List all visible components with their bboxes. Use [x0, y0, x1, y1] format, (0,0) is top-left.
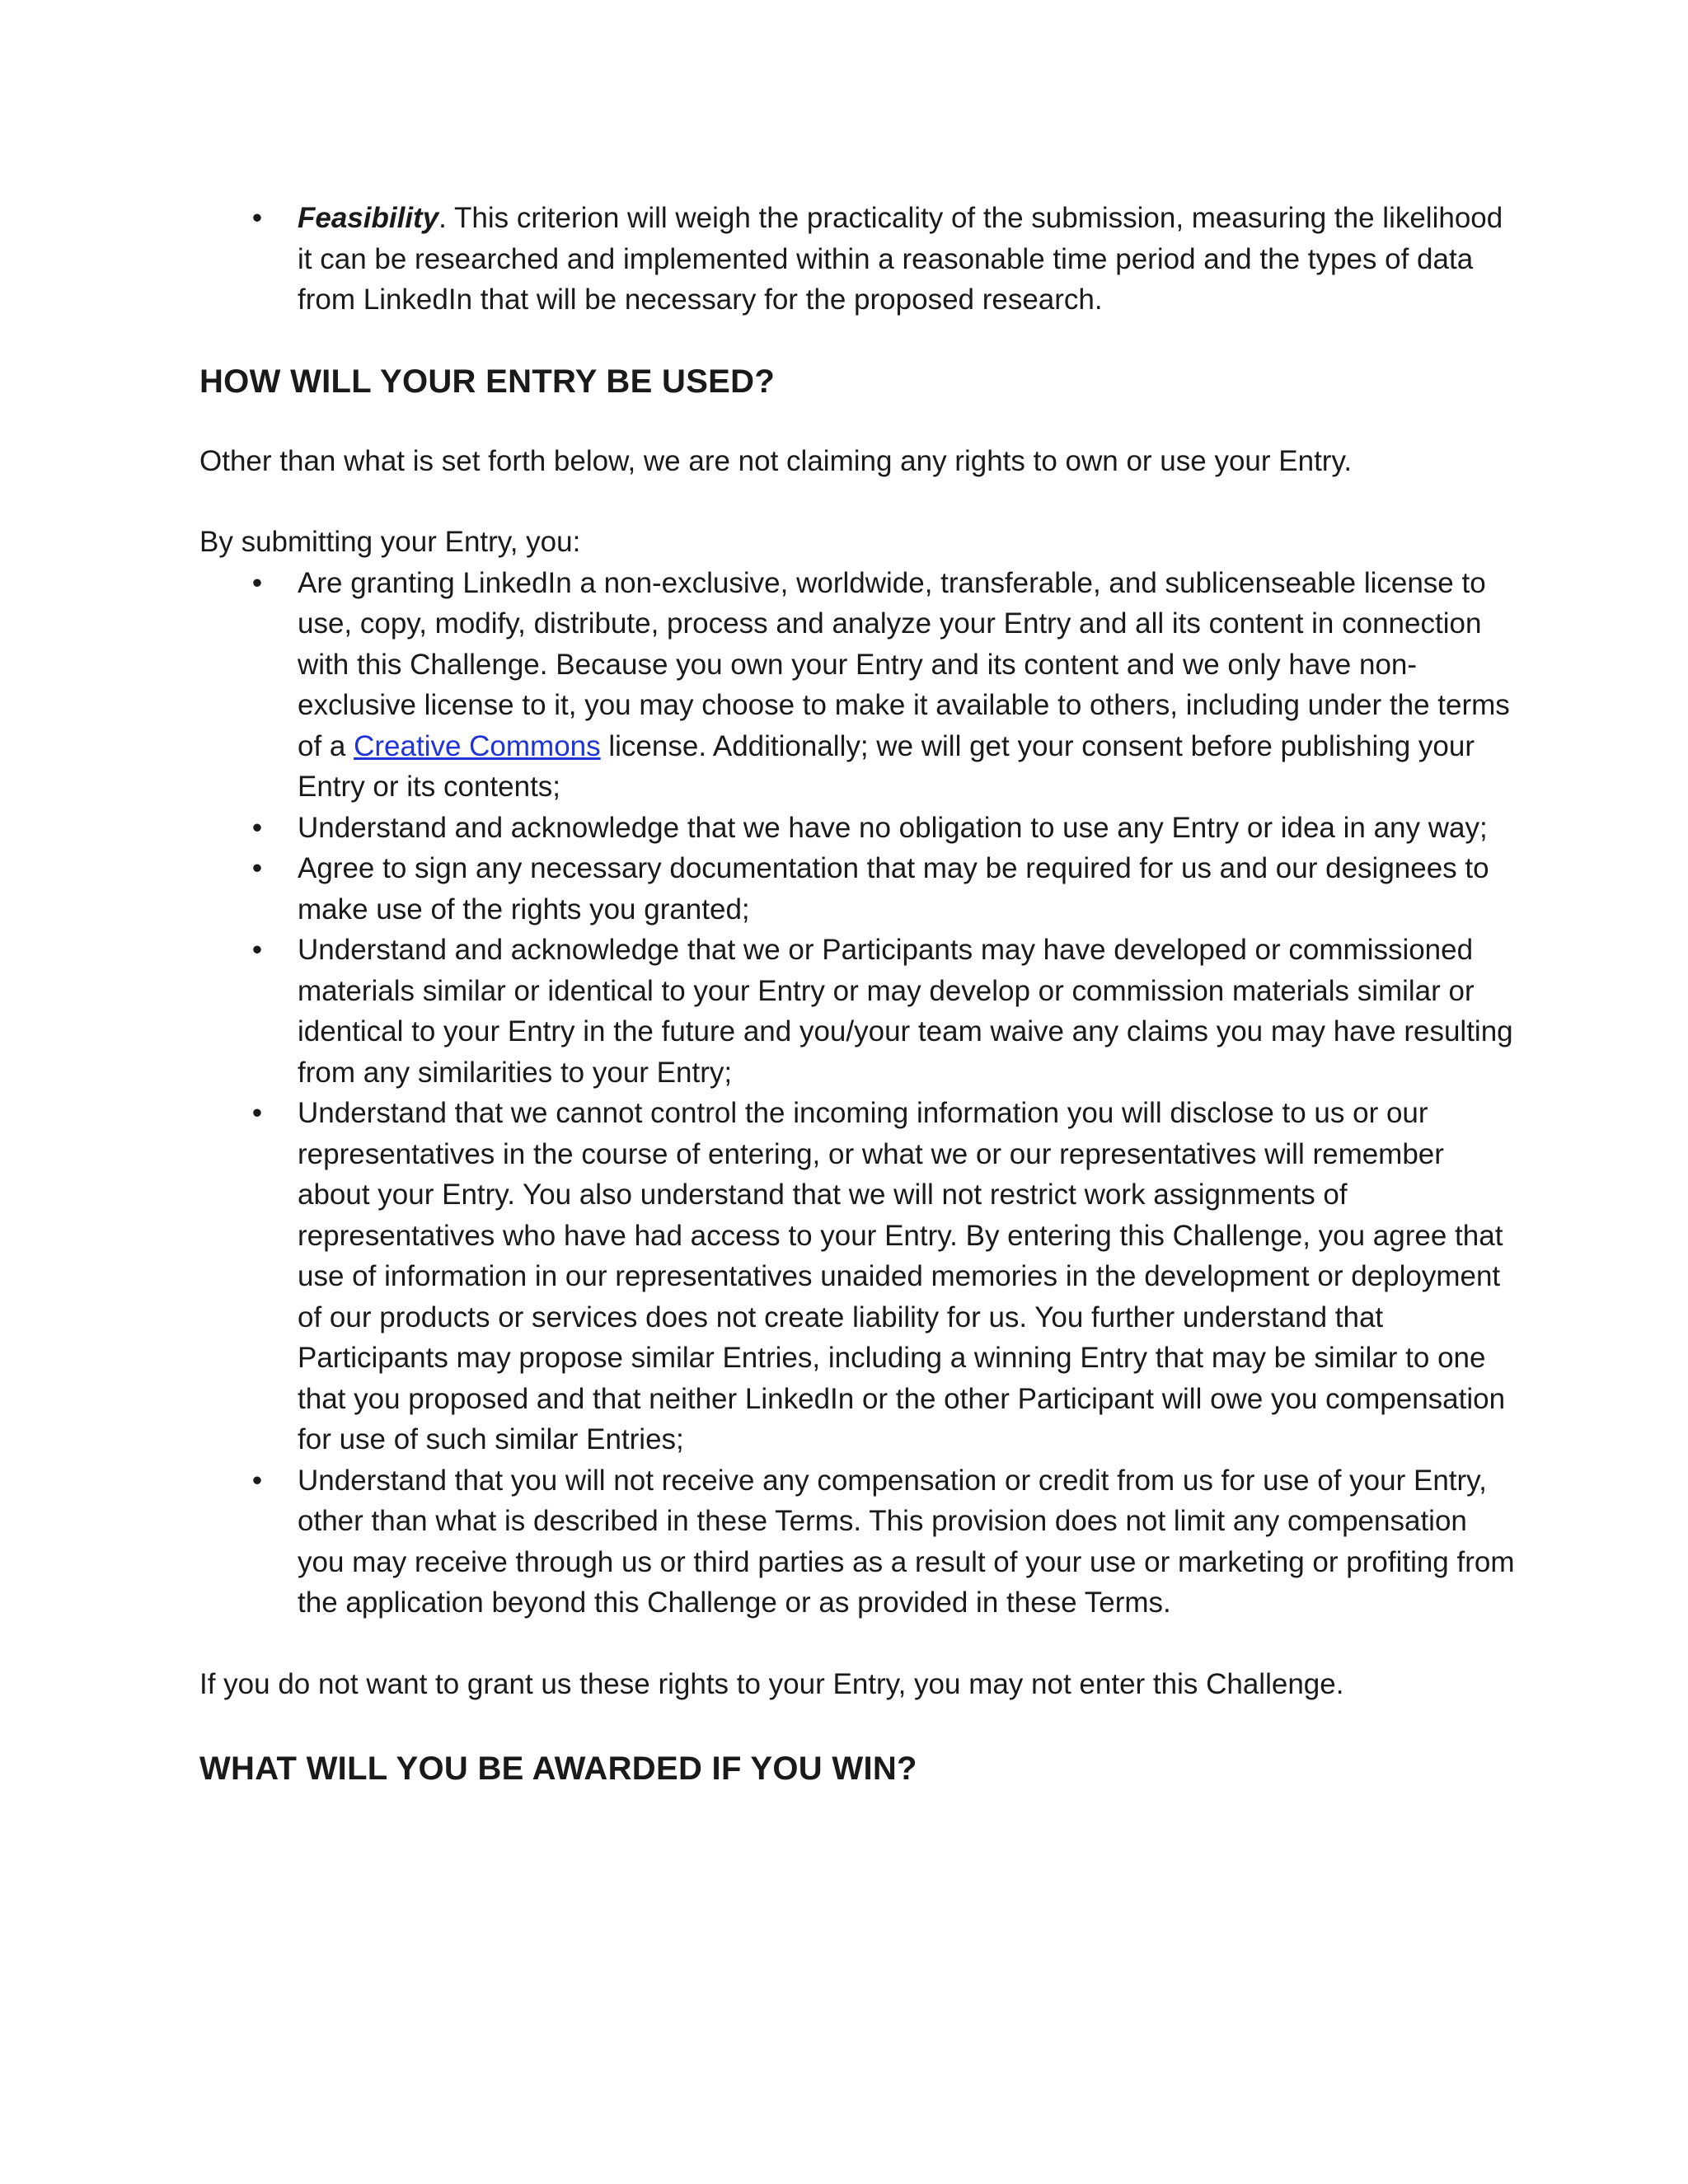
usage-closing-paragraph: If you do not want to grant us these rights to your Entry, you may not enter this Challenge.	[199, 1667, 1344, 1700]
list-item	[199, 1460, 1518, 1624]
criterion-term: Feasibility	[298, 202, 439, 234]
bullet-icon: •	[251, 852, 263, 884]
list-item-text: Understand and acknowledge that we have no obligation to use any Entry or idea in any way;	[298, 811, 1488, 844]
creative-commons-link[interactable]: Creative Commons	[354, 729, 601, 762]
bullet-icon: •	[251, 811, 263, 844]
criterion-text: . This criterion will weigh the practicality of the submission, measuring the likelihood it can be researched and implemented within a reasonable time period and the types of data from LinkedIn that will be necessary for the proposed research.	[298, 202, 1503, 316]
usage-lead-paragraph: By submitting your Entry, you:	[199, 526, 581, 558]
list-item-text: Understand that we cannot control the incoming information you will disclose to us or our representatives in the course of entering, or what we or our representatives will remember about your Entry. You also understand that we will not restrict work assignments of representatives who have had access to your Entry. By entering this Challenge, you agree that use of information in our representatives unaided memories in the development or deployment of our products or services does not create liability for us. You further understand that Participants may propose similar Entries, including a winning Entry that may be similar to one that you proposed and that neither LinkedIn or the other Participant will owe you compensation for use of such similar Entries;	[298, 1097, 1506, 1455]
list-item-text: Understand and acknowledge that we or Participants may have developed or commissioned materials similar or identical to your Entry or may develop or commission materials similar or identical to your Entry in the future and you/your team waive any claims you may have resulting from any similarities to your Entry;	[298, 934, 1513, 1089]
list-item-text: Understand that you will not receive any compensation or credit from us for use of your Entry, other than what is described in these Terms. This provision does not limit any compensation you may receive through us or third parties as a result of your use or marketing or profiting from the application beyond this Challenge or as provided in these Terms.	[298, 1464, 1515, 1619]
list-item-text: Are granting LinkedIn a non-exclusive, worldwide, transferable, and sublicenseable license to use, copy, modify, distribute, process and analyze your Entry and all its content in connection with this Challenge. Because you own your Entry and its content and we only have non-exclusive license to it, you may choose to make it available to others, including under the terms of a	[298, 566, 1510, 762]
list-item	[199, 808, 1518, 849]
criteria-list	[199, 198, 1518, 321]
bullet-icon: •	[251, 566, 263, 599]
list-item-text: Agree to sign any necessary documentation that may be required for us and our designees to make use of the rights you granted;	[298, 852, 1489, 926]
list-item	[199, 848, 1518, 930]
document-content	[199, 198, 1518, 1790]
bullet-icon: •	[251, 1097, 263, 1129]
section-heading-award: WHAT WILL YOU BE AWARDED IF YOU WIN?	[199, 1750, 917, 1787]
bullet-icon: •	[251, 202, 263, 234]
list-item	[199, 930, 1518, 1093]
section-heading-usage: HOW WILL YOUR ENTRY BE USED?	[199, 363, 776, 400]
usage-terms-list	[199, 563, 1518, 1624]
bullet-icon: •	[251, 934, 263, 966]
list-item-text: license. Additionally; we will get your consent before publishing your Entry or its contents;	[298, 729, 1475, 803]
list-item	[199, 563, 1518, 808]
usage-intro-paragraph: Other than what is set forth below, we are not claiming any rights to own or use your Entry.	[199, 444, 1353, 477]
bullet-icon: •	[251, 1464, 263, 1497]
list-item	[199, 1093, 1518, 1460]
criterion-feasibility	[199, 198, 1518, 321]
